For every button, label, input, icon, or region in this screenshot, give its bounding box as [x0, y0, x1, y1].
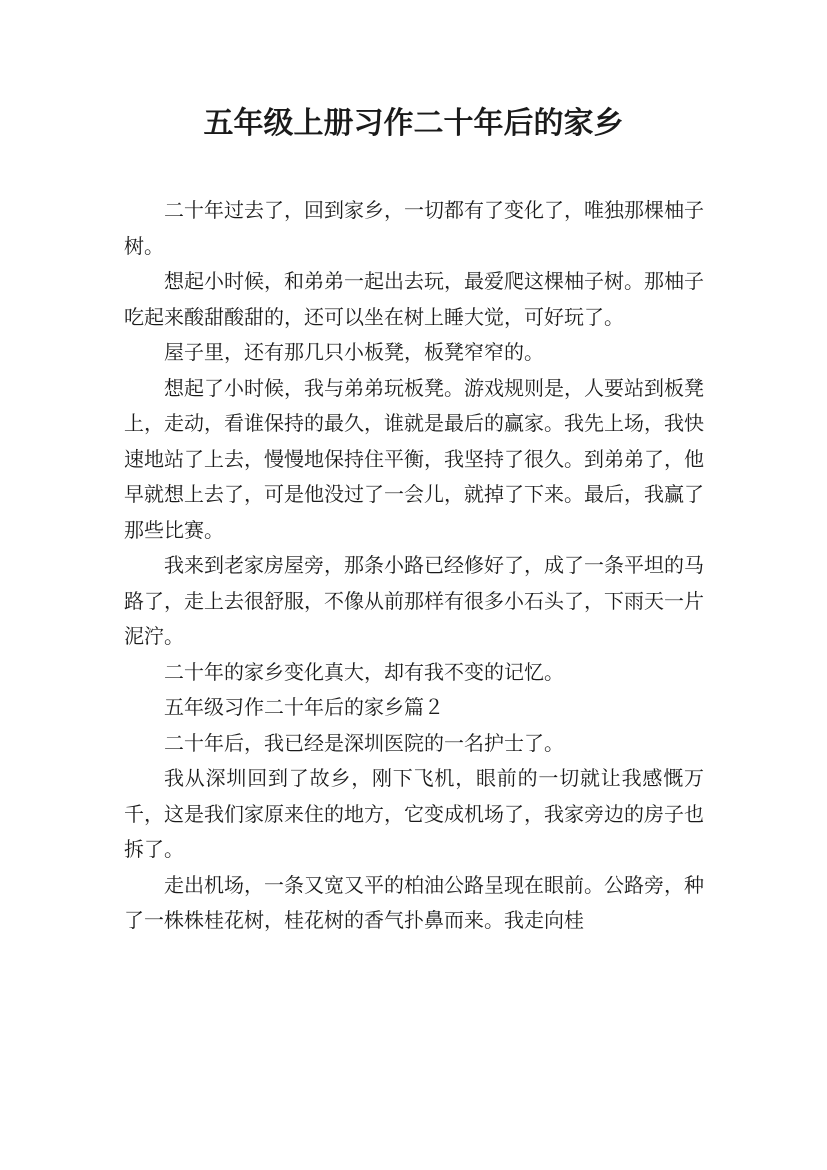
paragraph-9: 走出机场，一条又宽又平的柏油公路呈现在眼前。公路旁，种了一株株桂花树，桂花树的香气扑鼻而来。我走向桂	[124, 872, 704, 932]
paragraph-4: 想起了小时候，我与弟弟玩板凳。游戏规则是，人要站到板凳上，走动，看谁保持的最久，谁就是最后的赢家。我先上场，我快速地站了上去，慢慢地保持住平衡，我坚持了很久。到弟弟了，他早就想上去了，可是他没过了一会儿，就掉了下来。最后，我赢了那些比赛。	[124, 375, 704, 542]
paragraph-6: 二十年的家乡变化真大，却有我不变的记忆。	[164, 659, 564, 684]
paragraph-3: 屋子里，还有那几只小板凳，板凳窄窄的。	[164, 340, 544, 364]
document-body	[124, 193, 704, 939]
paragraph-1: 二十年过去了，回到家乡，一切都有了变化了，唯独那棵柚子树。	[124, 198, 704, 258]
paragraph-2: 想起小时候，和弟弟一起出去玩，最爱爬这棵柚子树。那柚子吃起来酸甜酸甜的，还可以坐在树上睡大觉，可好玩了。	[124, 269, 704, 329]
document-title: 五年级上册习作二十年后的家乡	[203, 106, 624, 141]
paragraph-7: 二十年后，我已经是深圳医院的一名护士了。	[164, 730, 564, 755]
section-heading-2: 五年级习作二十年后的家乡篇２	[164, 695, 444, 719]
paragraph-8: 我从深圳回到了故乡，刚下飞机，眼前的一切就让我感慨万千，这是我们家原来住的地方，它变成机场了，我家旁边的房子也拆了。	[124, 766, 704, 861]
paragraph-5: 我来到老家房屋旁，那条小路已经修好了，成了一条平坦的马路了，走上去很舒服，不像从前那样有很多小石头了，下雨天一片泥泞。	[124, 553, 704, 648]
